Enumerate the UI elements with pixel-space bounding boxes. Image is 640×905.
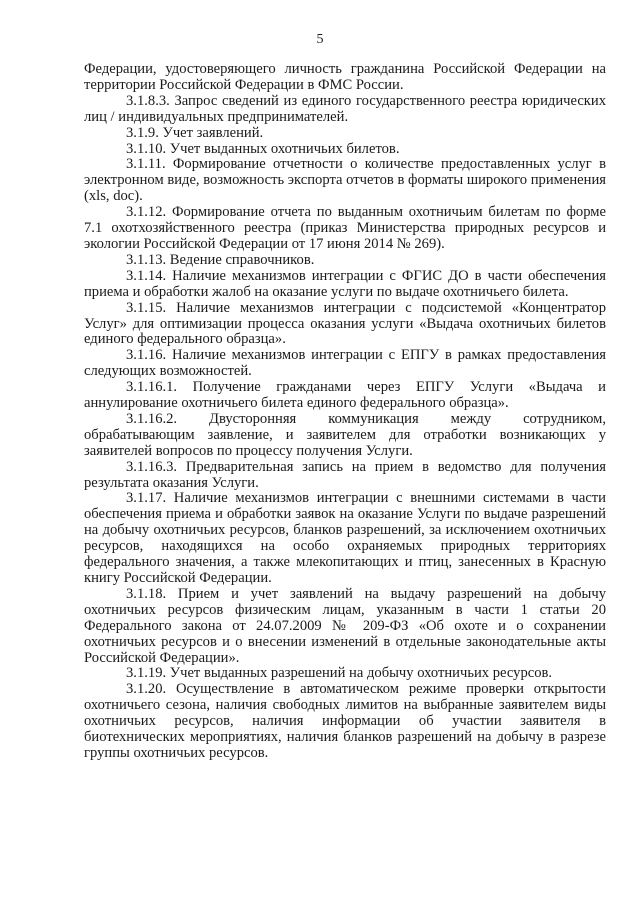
paragraph-3-1-18: 3.1.18. Прием и учет заявлений на выдачу разрешений на добычу охотничьих ресурсов физическим лицам, указанным в части 1 статьи 20 Федерального закона от 24.07.2009 № 209-ФЗ «Об охоте и о сохранении охотничьих ресурсов и о внесении изменений в отдельные законодательные акты Российской Федерации». — [84, 585, 606, 666]
paragraph-3-1-10: 3.1.10. Учет выданных охотничьих билетов. — [126, 140, 400, 157]
paragraph-3-1-20: 3.1.20. Осуществление в автоматическом режиме проверки открытости охотничьего сезона, наличия свободных лимитов на выбранные заявителем виды охотничьих ресурсов, наличия информации об участии заявителя в биотехнических мероприятиях, наличия бланков разрешений на добычу в разрезе группы охотничьих ресурсов. — [84, 681, 606, 761]
paragraph-3-1-16: 3.1.16. Наличие механизмов интеграции с ЕПГУ в рамках предоставления следующих возможностей. — [84, 347, 606, 380]
paragraph-3-1-9: 3.1.9. Учет заявлений. — [126, 124, 264, 141]
paragraph-3-1-12: 3.1.12. Формирование отчета по выданным охотничьим билетам по форме 7.1 охотхозяйственного реестра (приказ Министерства природных ресурсов и экологии Российской Федерации от 17 июня 2014 № 269). — [84, 204, 606, 252]
paragraph-3-1-16-1: 3.1.16.1. Получение гражданами через ЕПГУ Услуги «Выдача и аннулирование охотничьего билета единого федерального образца». — [84, 379, 606, 412]
paragraph-continuation: Федерации, удостоверяющего личность гражданина Российской Федерации на территории Российской Федерации в ФМС России. — [84, 61, 606, 93]
paragraph-3-1-11: 3.1.11. Формирование отчетности о количестве предоставленных услуг в электронном виде, возможность экспорта отчетов в форматы широкого применения (xls, doc). — [84, 156, 606, 205]
paragraph-3-1-16-2: 3.1.16.2. Двусторонняя коммуникация между сотрудником, обрабатывающим заявление, и заявителем для отработки возникающих у заявителей вопросов по процессу получения Услуги. — [84, 410, 606, 459]
paragraph-3-1-13: 3.1.13. Ведение справочников. — [126, 251, 315, 268]
page-number: 5 — [316, 32, 324, 47]
paragraph-3-1-19: 3.1.19. Учет выданных разрешений на добычу охотничьих ресурсов. — [126, 665, 553, 682]
paragraph-3-1-15: 3.1.15. Наличие механизмов интеграции с подсистемой «Концентратор Услуг» для оптимизации процесса оказания услуги «Выдача охотничьих билетов единого федерального образца». — [84, 299, 606, 348]
paragraph-3-1-14: 3.1.14. Наличие механизмов интеграции с ФГИС ДО в части обеспечения приема и обработки жалоб на оказание услуги по выдаче охотничьего билета. — [84, 267, 606, 300]
paragraph-3-1-8-3: 3.1.8.3. Запрос сведений из единого государственного реестра юридических лиц / индивидуальных предпринимателей. — [84, 92, 606, 125]
paragraph-3-1-17: 3.1.17. Наличие механизмов интеграции с внешними системами в части обеспечения приема и обработки заявок на оказание Услуги по выдаче разрешений на добычу охотничьих ресурсов, бланков разрешений, за исключением охотничьих ресурсов, находящихся на особо охраняемых природных территориях федерального значения, а также млекопитающих и птиц, занесенных в Красную книгу Российской Федерации. — [84, 490, 606, 586]
paragraph-3-1-16-3: 3.1.16.3. Предварительная запись на прием в ведомство для получения результата оказания Услуги. — [84, 458, 606, 491]
document-body — [84, 62, 606, 762]
